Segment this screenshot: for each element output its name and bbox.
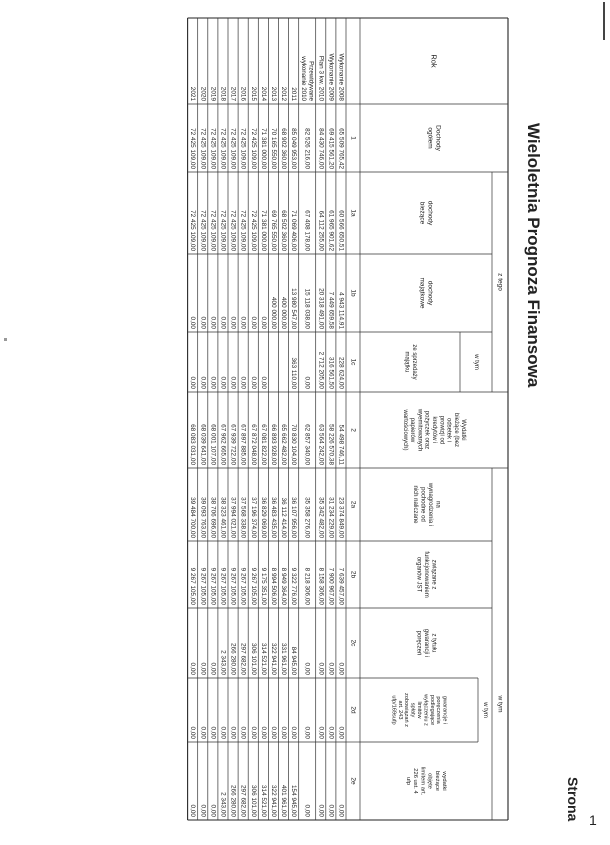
table-cell: 322 941,00 <box>269 643 277 675</box>
header-gwarancje-poreczenia: limitów <box>416 701 422 719</box>
table-cell: 15 118 038,00 <box>303 288 311 329</box>
row-year: Wykonanie 2009 <box>327 53 335 101</box>
table-cell: 0,00 <box>199 662 207 675</box>
table-cell: 69 415 561,20 <box>327 128 335 169</box>
row-year: wykonanie 2010 <box>299 56 307 101</box>
table-cell: 7 449 659,58 <box>327 291 335 329</box>
header-wydatki-biezace: papierów <box>409 417 416 443</box>
table-cell: 71 381 000,00 <box>259 128 267 169</box>
header-rok: Rok <box>429 54 439 68</box>
table-cell: 0,00 <box>303 726 311 739</box>
header-dochody-ogolem: Dochody <box>434 125 442 151</box>
header-z-tytulu-gwarancji: poręczeń <box>415 630 422 656</box>
table-cell: 0,00 <box>317 804 325 817</box>
table-cell: 67 939 722,00 <box>229 424 237 465</box>
table-cell: 68 502 360,00 <box>280 210 288 251</box>
table-cell: 9 267 105,00 <box>219 567 227 605</box>
header-gwarancje-poreczenia: wyłączeniu z <box>422 694 429 726</box>
table-cell: 8 158 306,00 <box>317 567 325 605</box>
header-w-tym-2: w tym <box>496 695 504 713</box>
table-cell: 0,00 <box>269 726 277 739</box>
table-cell: 8 994 506,00 <box>269 567 277 605</box>
table-cell: 0,00 <box>303 804 311 817</box>
table-cell: 37 994 021,00 <box>229 497 237 538</box>
table-cell: 67 962 665,00 <box>219 424 227 465</box>
table-cell: 0,00 <box>219 316 227 329</box>
table-cell: 58 226 570,38 <box>327 424 335 465</box>
table-cell: 37 196 374,00 <box>249 497 257 538</box>
table-cell: 8 949 364,00 <box>280 567 288 605</box>
table-cell: 72 425 109,00 <box>199 210 207 251</box>
header-wydatki-biezace: odsetek i <box>445 417 452 443</box>
table-cell: 39 093 763,00 <box>199 497 207 538</box>
table-cell: 400 000,00 <box>269 297 277 329</box>
header-na-wynagrodzenia: wynagrodzenia i <box>426 482 433 527</box>
column-number: 1a <box>349 209 357 217</box>
table-cell: 67 872 048,00 <box>249 424 257 465</box>
table-cell: 7 900 967,00 <box>327 567 335 605</box>
table-cell: 314 521,00 <box>259 643 267 675</box>
table-cell: 316 561,50 <box>327 357 335 389</box>
row-year: 2014 <box>259 86 267 101</box>
table-cell: 4 943 114,91 <box>337 292 345 329</box>
row-year: 2018 <box>219 86 227 101</box>
header-dochody-biezace: bieżące <box>418 201 426 225</box>
table-cell: 72 425 109,00 <box>229 210 237 251</box>
table-cell: 72 425 109,00 <box>209 128 217 169</box>
table-cell: 401 961,00 <box>280 785 288 817</box>
header-wydatki-biezace: bieżące (bez <box>452 412 459 448</box>
table-cell: 400 000,00 <box>280 297 288 329</box>
table-cell: 297 682,00 <box>239 643 247 675</box>
table-cell: 60 566 650,51 <box>337 210 345 251</box>
table-cell: 66 893 928,00 <box>269 424 277 465</box>
table-cell: 0,00 <box>239 376 247 389</box>
table-cell: 0,00 <box>229 726 237 739</box>
header-gwarancje-poreczenia: poręczenia <box>435 696 442 724</box>
table-cell: 0,00 <box>209 804 217 817</box>
row-year: 2011 <box>290 87 298 101</box>
table-cell: 63 564 242,00 <box>317 424 325 465</box>
header-w-tym-1c: w tym <box>473 354 479 370</box>
table-cell: 67 081 822,00 <box>259 424 267 465</box>
table-cell: 72 425 109,00 <box>189 210 197 251</box>
table-cell: 2 343,00 <box>219 650 227 675</box>
column-number: 2 <box>349 428 357 432</box>
table-cell: 70 165 550,00 <box>269 128 277 169</box>
table-cell: 0,00 <box>239 726 247 739</box>
table-cell: 9 322 776,00 <box>290 567 298 605</box>
table-cell: 72 425 109,00 <box>239 210 247 251</box>
table-cell: 37 568 338,00 <box>239 497 247 538</box>
table-cell: 0,00 <box>317 726 325 739</box>
table-cell: 71 381 000,00 <box>259 210 267 251</box>
table-cell: 67 408 178,00 <box>303 210 311 251</box>
header-gwarancje-poreczenia: gwarancje i <box>441 695 448 725</box>
table-cell: 36 112 414,00 <box>280 497 288 538</box>
header-wydatki-biezace: wartościowych) <box>401 409 408 451</box>
table-cell: 0,00 <box>337 662 345 675</box>
column-number: 2b <box>349 570 357 579</box>
table-cell: 36 483 435,00 <box>269 497 277 538</box>
row-year: Przewidywane <box>307 61 315 101</box>
header-z-tytulu-gwarancji: gwarancji i <box>423 628 429 658</box>
table-cell: 0,00 <box>290 726 298 739</box>
table-cell: 0,00 <box>259 376 267 389</box>
table-cell: 0,00 <box>189 726 197 739</box>
table-cell: 0,00 <box>219 376 227 389</box>
header-dochody-majatkowe: majątkowe <box>418 277 426 309</box>
table-cell: 0,00 <box>337 726 345 739</box>
table-cell: 266 280,00 <box>229 785 237 817</box>
table-cell: 68 902 360,00 <box>280 128 288 169</box>
row-year: Wykonanie 2008 <box>337 53 345 101</box>
table-cell: 84 430 746,00 <box>317 128 325 169</box>
header-wydatki-biezace: wyemitowanych <box>416 408 423 452</box>
row-year: 2019 <box>209 86 217 101</box>
table-cell: 62 857 340,00 <box>303 424 311 465</box>
header-wydatki-limit: wydatki <box>441 771 447 791</box>
header-gwarancje-poreczenia: ufp/169sufp <box>390 695 397 725</box>
table-cell: 0,00 <box>189 804 197 817</box>
row-year: 2012 <box>280 86 288 101</box>
header-dochody-ogolem: ogółem <box>426 127 434 149</box>
table-cell: 0,00 <box>337 804 345 817</box>
table-cell: 9 267 105,00 <box>199 567 207 605</box>
table-cell: 322 941,00 <box>269 785 277 817</box>
table-cell: 0,00 <box>189 376 197 389</box>
header-na-wynagrodzenia: nich naliczane <box>411 485 418 524</box>
table-cell: 54 498 746,11 <box>337 424 345 465</box>
table-cell: 2 712 205,00 <box>317 351 325 389</box>
header-wydatki-limit: ufp <box>405 776 411 786</box>
table-cell: 363 110,00 <box>290 357 298 389</box>
table-cell: 331 961,00 <box>280 643 288 675</box>
table-cell: 61 965 901,62 <box>327 210 335 251</box>
table-cell: 68 083 031,00 <box>189 424 197 465</box>
table-cell: 0,00 <box>199 804 207 817</box>
table-cell: 0,00 <box>303 662 311 675</box>
table-cell: 72 425 109,00 <box>189 128 197 169</box>
table-cell: 72 425 109,00 <box>249 128 257 169</box>
table-cell: 2 343,00 <box>219 792 227 817</box>
column-number: 2c <box>349 639 357 647</box>
table-cell: 0,00 <box>303 376 311 389</box>
table-cell: 0,00 <box>209 662 217 675</box>
table-cell: 65 509 765,42 <box>337 128 345 169</box>
table-cell: 0,00 <box>219 726 227 739</box>
page-number: 1 <box>589 812 597 828</box>
header-wydatki-biezace: kredytów i <box>431 416 437 444</box>
table-cell: 8 218 306,00 <box>303 567 311 605</box>
column-number: 1b <box>349 289 357 297</box>
table-cell: 228 624,00 <box>337 357 345 389</box>
table-cell: 154 945,00 <box>290 785 298 817</box>
table-cell: 0,00 <box>259 316 267 329</box>
table-cell: 0,00 <box>259 726 267 739</box>
table-cell: 9 267 105,00 <box>249 567 257 605</box>
table-cell: 0,00 <box>199 726 207 739</box>
header-zwiazane: związane z <box>430 559 437 590</box>
header-z-tytulu-gwarancji: z tytułu <box>430 633 437 653</box>
column-number: 2e <box>349 777 357 785</box>
table-cell: 85 049 953,00 <box>290 128 298 169</box>
table-cell: 72 425 109,00 <box>199 128 207 169</box>
table-cell: 70 830 104,00 <box>290 424 298 465</box>
document-title: Wieloletnia Prognoza Finansowa <box>524 123 543 388</box>
row-year: 2020 <box>199 86 207 101</box>
table-cell: 69 765 550,00 <box>269 210 277 251</box>
table-cell: 65 662 482,00 <box>280 424 288 465</box>
table-cell: 72 425 109,00 <box>249 210 257 251</box>
header-gwarancje-poreczenia: zobowiązań z <box>403 693 410 727</box>
header-wydatki-limit: 226 ust. 4 <box>412 768 419 794</box>
header-na-wynagrodzenia: na <box>434 501 441 508</box>
table-cell: 72 425 109,00 <box>219 210 227 251</box>
table-cell: 0,00 <box>199 316 207 329</box>
header-zwiazane: funkcjonowaniem <box>423 551 429 598</box>
header-dochody-majatkowe: dochody <box>426 280 434 306</box>
table-cell: 0,00 <box>327 726 335 739</box>
header-wydatki-limit: bieżące <box>433 771 440 791</box>
table-cell: 314 521,00 <box>259 785 267 817</box>
table-cell: 9 267 105,00 <box>189 567 197 605</box>
header-wydatki-limit: limitem art. <box>419 766 426 796</box>
header-wydatki-limit: objęte <box>426 773 433 789</box>
table-cell: 266 280,00 <box>229 643 237 675</box>
column-number: 1c <box>349 358 357 366</box>
table-cell: 0,00 <box>199 376 207 389</box>
table-cell: 39 484 700,00 <box>189 497 197 538</box>
table-cell: 20 318 491,00 <box>317 288 325 329</box>
table-cell: 0,00 <box>189 316 197 329</box>
table-cell: 71 069 406,00 <box>290 210 298 251</box>
column-number: 1 <box>349 136 357 140</box>
row-year: Plan 3 kw. 2010 <box>317 55 325 101</box>
table-cell: 0,00 <box>317 662 325 675</box>
header-z-tego: z tego <box>496 273 504 291</box>
row-year: 2013 <box>269 86 277 101</box>
table-cell: 72 425 109,00 <box>209 210 217 251</box>
table-cell: 31 234 229,00 <box>327 497 335 538</box>
row-year: 2017 <box>229 86 237 101</box>
table-cell: 7 639 457,00 <box>337 567 345 605</box>
table-cell: 0,00 <box>327 662 335 675</box>
table-cell: 0,00 <box>209 376 217 389</box>
table-cell: 84 945,00 <box>290 646 298 675</box>
table-cell: 0,00 <box>280 726 288 739</box>
table-cell: 64 112 255,00 <box>317 210 325 251</box>
table-cell: 0,00 <box>249 726 257 739</box>
table-cell: 72 425 109,00 <box>229 128 237 169</box>
table-cell: 9 267 105,00 <box>239 567 247 605</box>
table-cell: 306 101,00 <box>249 643 257 675</box>
row-year: 2021 <box>189 86 197 101</box>
header-dochody-biezace: dochody <box>426 200 434 226</box>
table-cell: 72 425 109,00 <box>219 128 227 169</box>
table-cell: 0,00 <box>327 804 335 817</box>
table-cell: 36 829 069,00 <box>259 497 267 538</box>
table-cell: 36 107 956,00 <box>290 497 298 538</box>
table-cell: 0,00 <box>229 316 237 329</box>
table-cell: 13 980 547,00 <box>290 288 298 329</box>
table-cell: 35 358 276,00 <box>303 497 311 538</box>
table-cell: 306 101,00 <box>249 785 257 817</box>
page-label: Strona <box>565 777 581 822</box>
header-na-wynagrodzenia: pochodne od <box>419 487 426 522</box>
table-cell: 0,00 <box>209 316 217 329</box>
table-cell: 0,00 <box>229 376 237 389</box>
table-cell: 82 526 216,00 <box>303 128 311 169</box>
header-gwarancje-poreczenia: podlegające <box>428 694 435 726</box>
table-cell: 38 706 696,00 <box>209 497 217 538</box>
table-cell: 68 039 641,00 <box>199 424 207 465</box>
header-ze-sprzedazy: majątku <box>403 351 410 373</box>
table-cell: 0,00 <box>239 316 247 329</box>
table-cell: 68 001 107,00 <box>209 424 217 465</box>
table-cell: 0,00 <box>249 376 257 389</box>
table-cell: 67 897 885,00 <box>239 424 247 465</box>
table-cell: 38 323 461,00 <box>219 497 227 538</box>
header-zwiazane: organów JST <box>415 556 422 593</box>
header-wydatki-biezace: pożyczek oraz <box>423 410 430 450</box>
table-cell: 9 267 105,00 <box>229 567 237 605</box>
header-gwarancje-poreczenia: art. 243 <box>396 700 403 720</box>
table-cell: 23 374 849,00 <box>337 497 345 538</box>
column-number: 2d <box>349 706 357 714</box>
table-cell: 0,00 <box>209 726 217 739</box>
header-w-tym-2d: w tym <box>482 702 488 718</box>
row-year: 2015 <box>249 86 257 101</box>
table-cell: 35 342 482,00 <box>317 497 325 538</box>
header-ze-sprzedazy: ze sprzedaży <box>410 344 417 380</box>
table-cell: 9 175 351,00 <box>259 567 267 605</box>
header-wydatki-biezace: prowizji od <box>438 415 445 445</box>
table-cell: 0,00 <box>249 316 257 329</box>
table-cell: 72 425 109,00 <box>239 128 247 169</box>
header-wydatki-biezace: Wydatki <box>460 419 467 441</box>
table-cell: 0,00 <box>189 662 197 675</box>
table-cell: 297 682,00 <box>239 785 247 817</box>
header-gwarancje-poreczenia: spłaty <box>409 702 416 718</box>
column-number: 2a <box>349 500 357 509</box>
table-cell: 9 267 105,00 <box>209 567 217 605</box>
row-year: 2016 <box>239 86 247 101</box>
